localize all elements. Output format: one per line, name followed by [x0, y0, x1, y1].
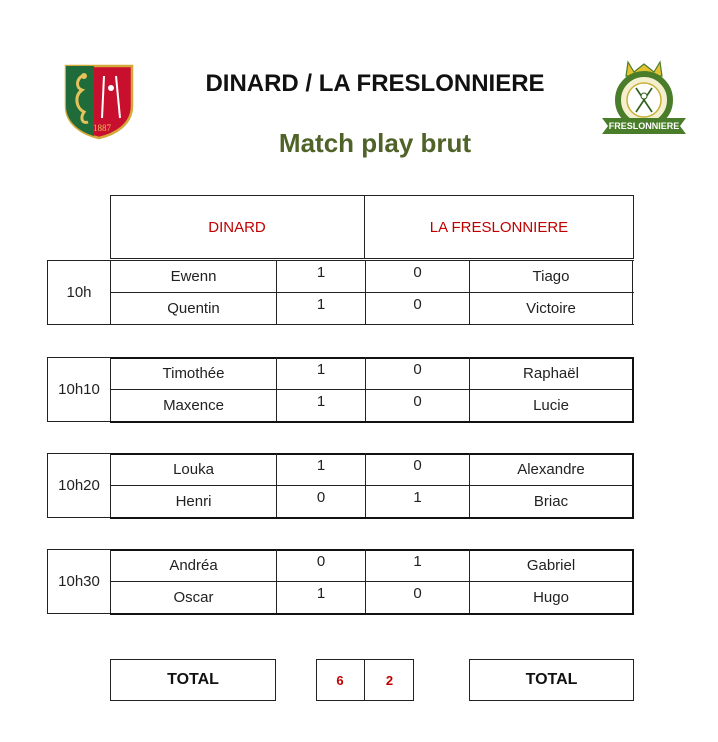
player-right: Briac [533, 492, 569, 510]
score-right: 0 [413, 392, 422, 410]
player-left: Maxence [163, 396, 224, 414]
player-left: Oscar [173, 588, 214, 606]
player-left: Henri [175, 492, 212, 510]
score-right: 1 [413, 552, 422, 570]
score-right: 0 [413, 360, 422, 378]
player-left: Quentin [167, 299, 220, 317]
player-left: Ewenn [170, 267, 217, 285]
flight-time: 10h30 [58, 572, 100, 590]
score-left: 1 [316, 456, 326, 474]
score-left: 1 [316, 295, 326, 313]
score-right: 0 [413, 295, 422, 313]
player-right: Victoire [526, 299, 576, 317]
score-left: 1 [316, 360, 326, 378]
score-left: 0 [316, 488, 326, 506]
total-right-label: TOTAL [525, 671, 578, 688]
team-left-header: DINARD [208, 218, 266, 236]
total-right-score: 2 [385, 672, 394, 688]
flight-time: 10h [66, 283, 92, 301]
flight-time: 10h10 [58, 380, 100, 398]
page-title: DINARD / LA FRESLONNIERE [205, 70, 545, 97]
player-left: Andréa [169, 556, 218, 574]
team-right-header: LA FRESLONNIERE [429, 218, 569, 236]
score-right: 0 [413, 263, 422, 281]
seahorse-crest-icon [62, 62, 136, 140]
player-right: Alexandre [517, 460, 585, 478]
flight-time: 10h20 [58, 476, 100, 494]
player-right: Hugo [533, 588, 569, 606]
total-left-label: TOTAL [167, 671, 219, 688]
score-left: 1 [316, 263, 326, 281]
crest-banner: FRESLONNIERE [608, 121, 680, 131]
player-left: Timothée [162, 364, 225, 382]
score-left: 0 [316, 552, 326, 570]
player-right: Raphaël [523, 364, 579, 382]
player-right: Tiago [532, 267, 570, 285]
score-left: 1 [316, 584, 326, 602]
golf-club-crest-icon [600, 60, 688, 142]
page-subtitle: Match play brut [278, 128, 472, 158]
total-left-score: 6 [336, 672, 344, 688]
player-right: Lucie [533, 396, 569, 414]
score-left: 1 [316, 392, 326, 410]
score-right: 0 [413, 456, 422, 474]
player-left: Louka [173, 460, 214, 478]
player-right: Gabriel [526, 556, 576, 574]
score-right: 0 [413, 584, 422, 602]
crest-year: 1887 [93, 123, 111, 133]
score-right: 1 [413, 488, 422, 506]
